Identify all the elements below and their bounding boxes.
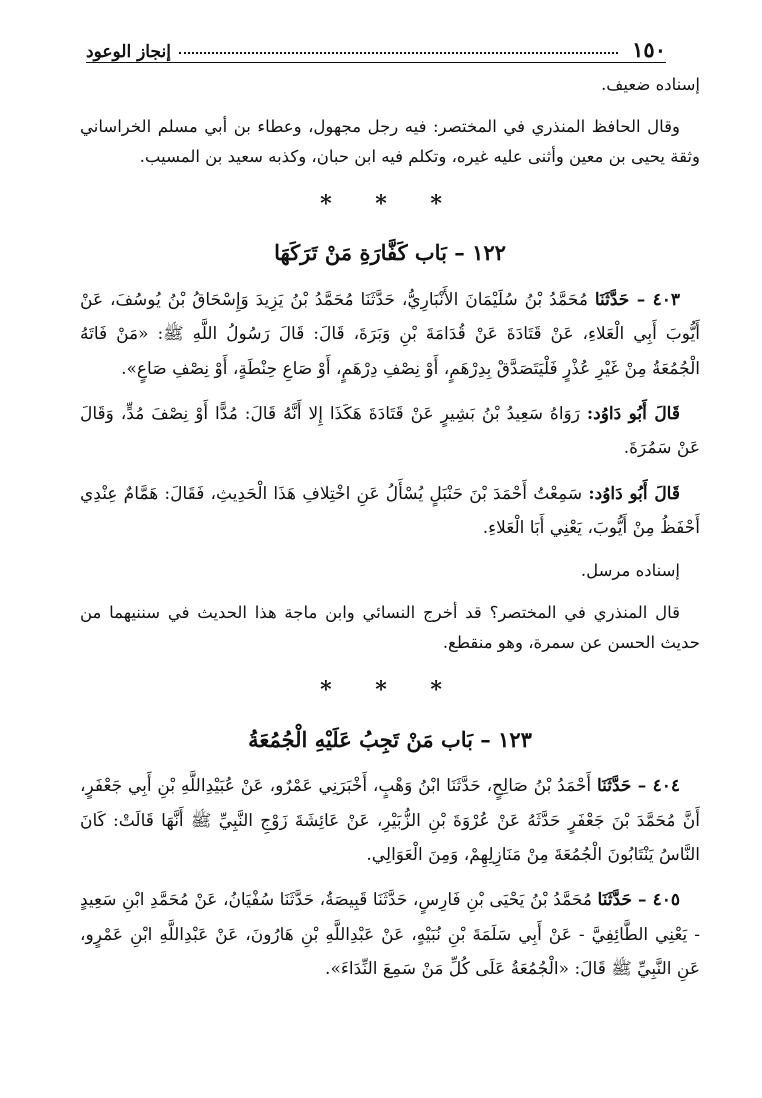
abu-dawud-comment-2 (80, 477, 700, 546)
mundhiri-commentary: وقال الحافظ المنذري في المختصر: فيه رجل مجهول، وعطاء بن أبي مسلم الخراساني وثقة يحيى بن معين وأثنى عليه غيره، وتكلم فيه ابن حبان، وكذبه سعيد بن المسيب. (80, 116, 700, 167)
isnad-note: إسناده ضعيف. (601, 75, 700, 94)
abu-dawud-label: قَالَ أَبُو دَاوُد: (588, 483, 680, 504)
hadith-number: ٤٠٤ – حَدَّثَنَا (596, 776, 680, 797)
isnad-note: إسناده مرسل. (580, 561, 680, 581)
hadith-403 (80, 283, 700, 386)
page-body (80, 70, 700, 997)
section-separator: * * * (320, 676, 460, 703)
comment-text: رَوَاهُ سَعِيدُ بْنُ بَشِيرٍ عَنْ قَتَادَةَ هَكَذَا إِلا أَنَّهُ قَالَ: مُدًّا أَوْ نِصْفَ مُدٍّ، وَقَالَ عَنْ سَمُرَةَ. (80, 404, 700, 459)
hadith-number: ٤٠٣ – حَدَّثَنَا (594, 290, 681, 311)
hadith-404 (80, 769, 700, 872)
hadith-text: مُحَمَّدُ بْنُ يَحْيَى بْنِ فَارِسٍ، حَدَّثَنَا قَبِيصَةُ، حَدَّثَنَا سُفْيَانُ، عَنْ مُحَمَّدِ ابْنِ سَعِيدٍ - يَعْنِي الطَّائِفِيَّ - عَنْ أَبِي سَلَمَةَ بْنِ نُبَيْهٍ، عَنْ عَبْدِاللَّهِ بْنِ هَارُونَ، عَنْ عَبْدِاللَّهِ ابْنِ عَمْرٍو، عَنِ النَّبِيِّ ﷺ قَالَ: «الْجُمُعَةُ عَلَى كُلِّ مَنْ سَمِعَ النِّدَاءَ». (80, 890, 700, 980)
page-number: ١٥٠ (632, 37, 666, 62)
hadith-text: أَحْمَدُ بْنُ صَالِحٍ، حَدَّثَنَا ابْنُ وَهْبٍ، أَخْبَرَنِي عَمْرٌو، عَنْ عُبَيْدِاللَّهِ بْنِ أَبِي جَعْفَرٍ، أَنَّ مُحَمَّدَ بْنَ جَعْفَرٍ حَدَّثَهُ عَنْ عُرْوَةَ بْنِ الزُّبَيْرِ، عَنْ عَائِشَةَ زَوْجِ النَّبِيِّ ﷺ أَنَّهَا قَالَتْ: كَانَ النَّاسُ يَنْتَابُونَ الْجُمُعَةَ مِنْ مَنَازِلِهِمْ، وَمِنَ الْعَوَالِي. (80, 776, 700, 866)
chapter-heading-123: ١٢٣ – بَاب مَنْ تَجِبُ عَلَيْهِ الْجُمُعَةُ (248, 726, 532, 752)
chapter-heading-122: ١٢٢ – بَاب كَفَّارَةِ مَنْ تَرَكَهَا (274, 240, 506, 266)
comment-text: سَمِعْتُ أَحْمَدَ بْنَ حَنْبَلٍ يُسْأَلُ عَنِ اخْتِلافِ هَذَا الْحَدِيثِ، فَقَالَ: هَمَّامٌ عِنْدِي أَحْفَظُ مِنْ أَيُّوبَ، يَعْنِي أَبَا الْعَلاءِ. (80, 483, 700, 539)
page-header (86, 32, 666, 63)
abu-dawud-comment-1 (80, 397, 700, 466)
hadith-text: مُحَمَّدُ بْنُ سُلَيْمَانَ الأَنْبَارِيُّ، حَدَّثَنَا مُحَمَّدُ بْنُ يَزِيدَ وَإِسْحَاقُ بْنُ يُوسُفَ، عَنْ أَيُّوبَ أَبِي الْعَلاءِ، عَنْ قَتَادَةَ عَنْ قُدَامَةَ بْنِ وَبَرَةَ، قَالَ: قَالَ رَسُولُ اللَّهِ ﷺ: «مَنْ فَاتَهُ الْجُمُعَةُ مِنْ غَيْرِ عُذْرٍ فَلْيَتَصَدَّقْ بِدِرْهَمٍ، أَوْ نِصْفِ دِرْهَمٍ، أَوْ صَاعِ حِنْطَةٍ، أَوْ نِصْفِ صَاعٍ». (80, 290, 700, 379)
section-separator: * * * (320, 190, 460, 217)
abu-dawud-label: قَالَ أَبُو دَاوُد: (586, 404, 680, 425)
header-dotted-leader (179, 52, 618, 54)
book-title: إنجاز الوعود (86, 42, 171, 62)
hadith-405 (80, 883, 700, 986)
hadith-number: ٤٠٥ – حَدَّثَنَا (597, 890, 680, 911)
mundhiri-commentary: قال المنذري في المختصر؟ قد أخرج النسائي وابن ماجة هذا الحديث في سننيهما من حديث الحسن عن سمرة، وهو منقطع. (80, 602, 700, 653)
